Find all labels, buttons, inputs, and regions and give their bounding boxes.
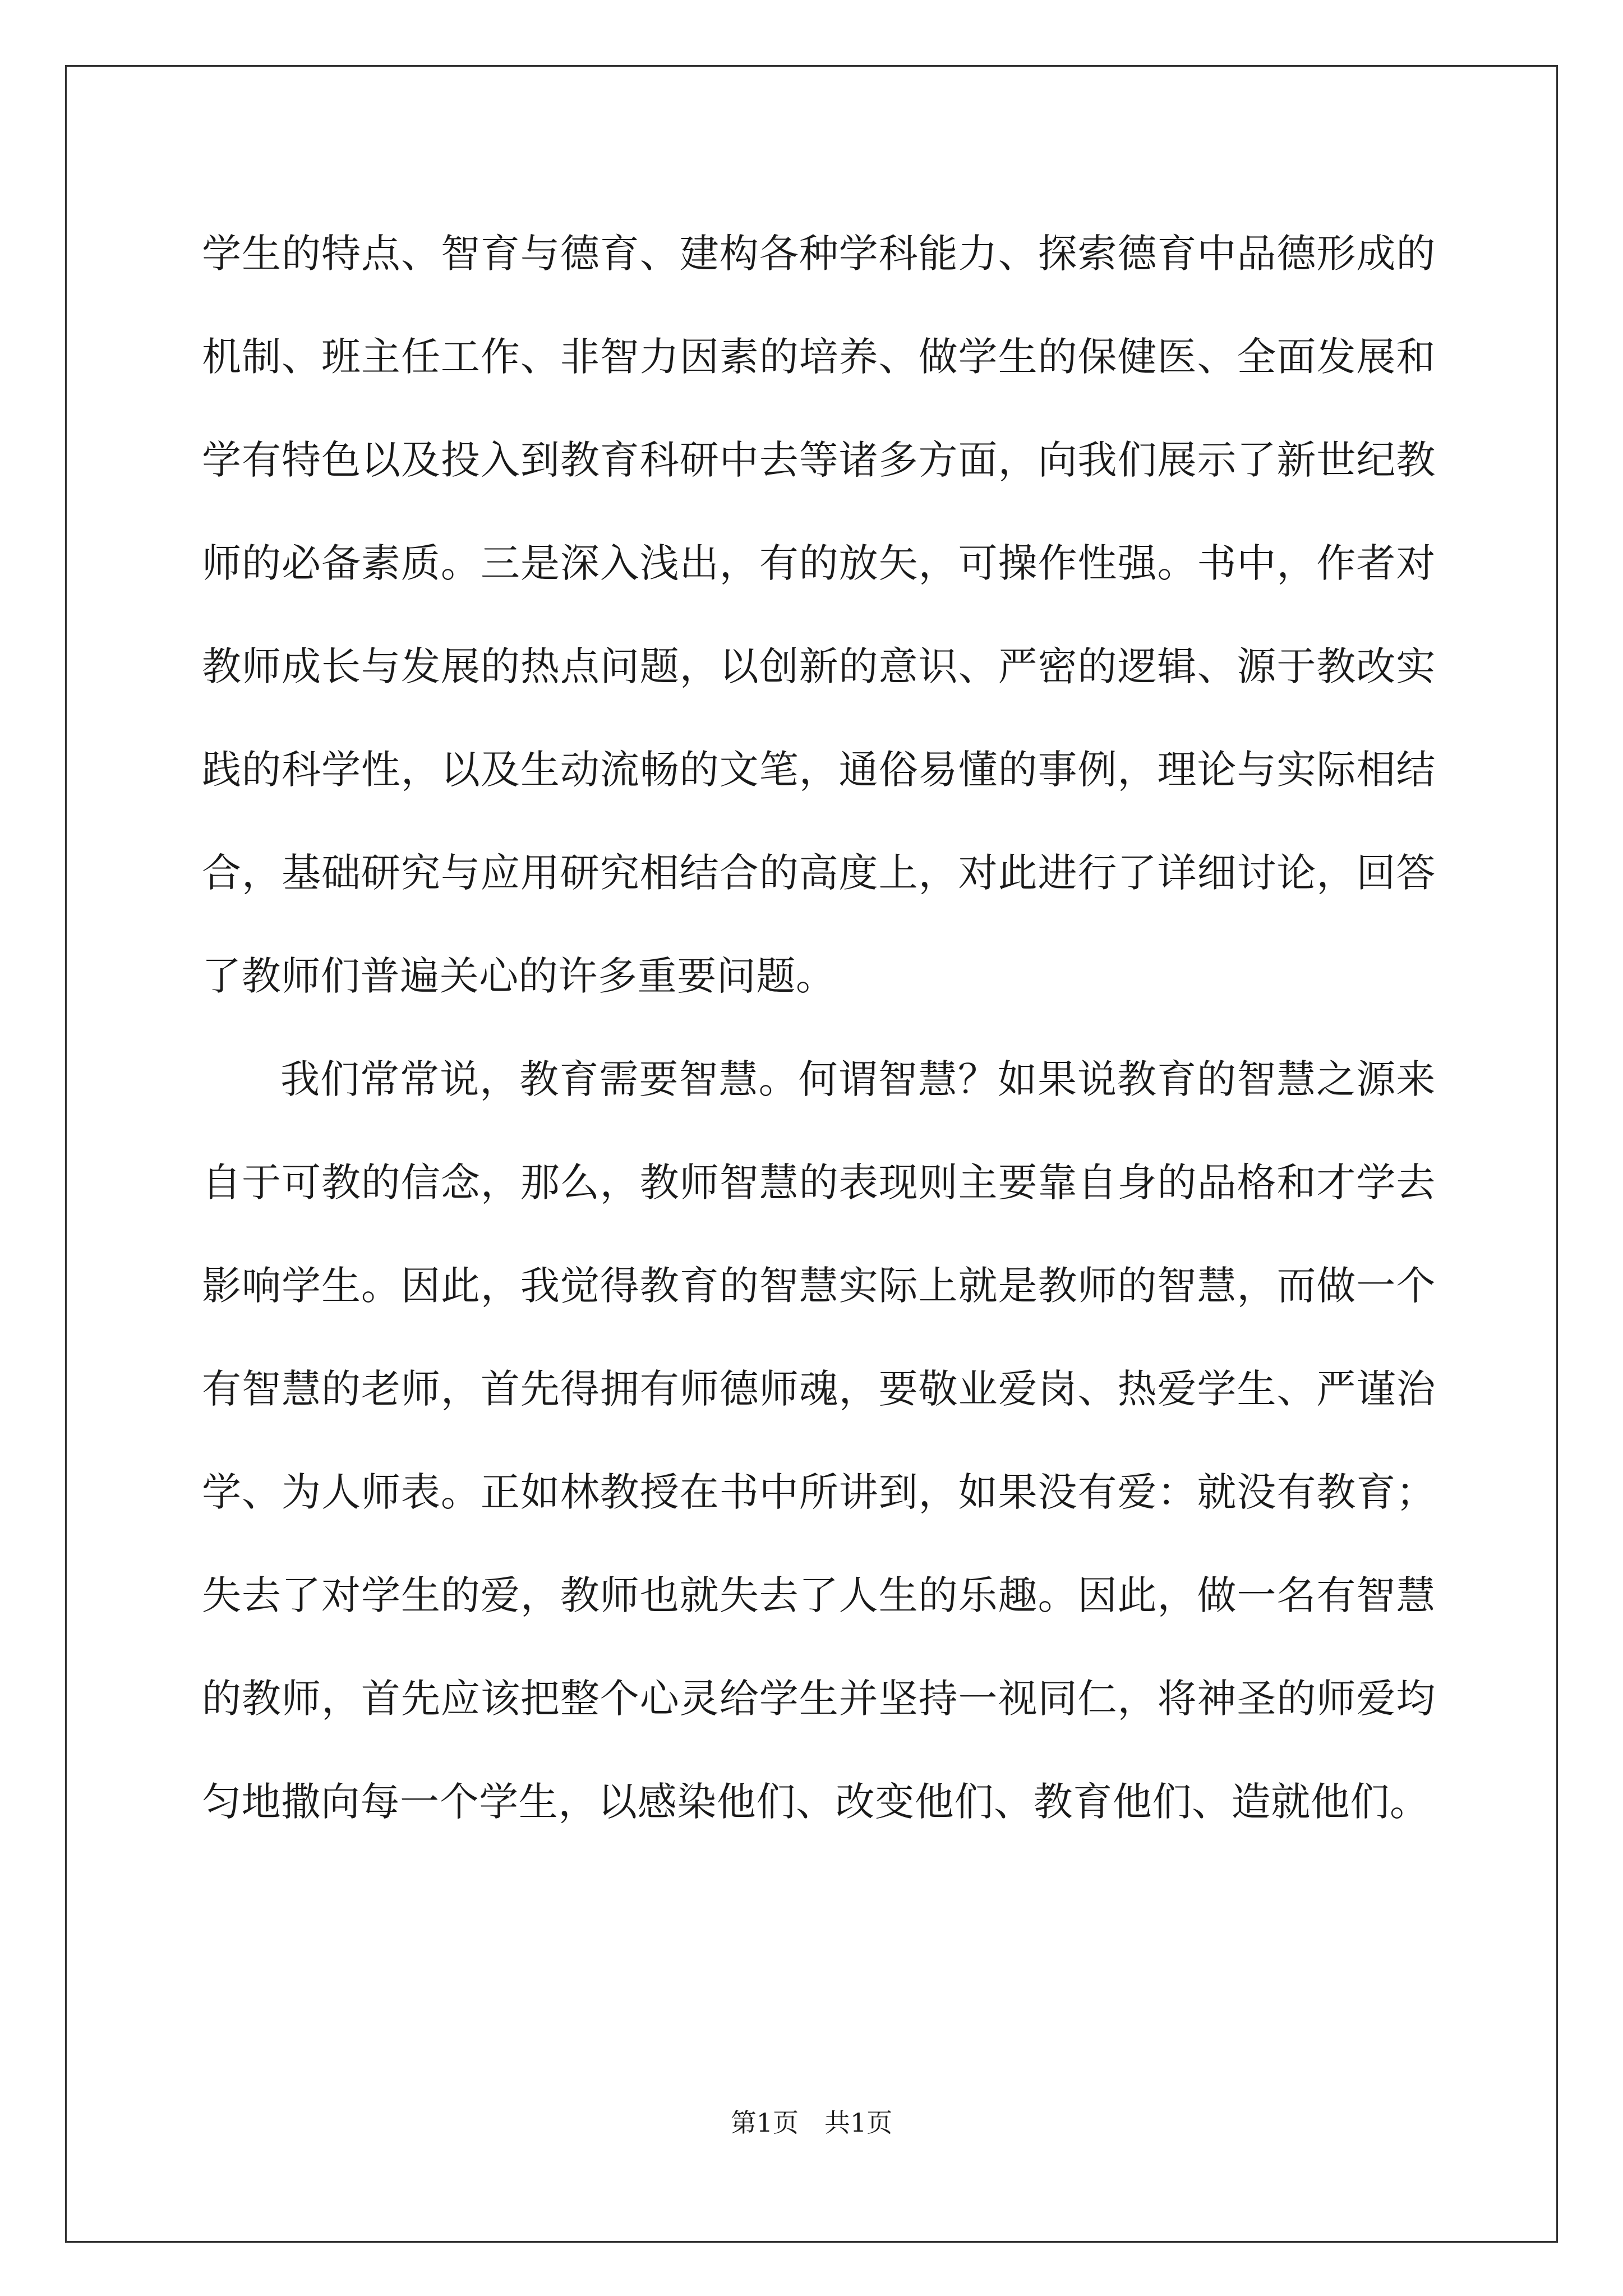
paragraph-2: 我们常常说，教育需要智慧。何谓智慧？如果说教育的智慧之源来自于可教的信念，那么，教师智慧的表现则主要靠自身的品格和才学去影响学生。因此，我觉得教育的智慧实际上就是教师的智慧，而做一个有智慧的老师，首先得拥有师德师魂，要敬业爱岗、热爱学生、严谨治学、为人师表。正如林教授在书中所讲到，如果没有爱：就没有教育；失去了对学生的爱，教师也就失去了人生的乐趣。因此，做一名有智慧的教师，首先应该把整个心灵给学生并坚持一视同仁，将神圣的师爱均匀地撒向每一个学生，以感染他们、改变他们、教育他们、造就他们。 (202, 1056, 1436, 1825)
paragraph-1: 学生的特点、智育与德育、建构各种学科能力、探索德育中品德形成的机制、班主任工作、非智力因素的培养、做学生的保健医、全面发展和学有特色以及投入到教育科研中去等诸多方面，向我们展示了新世纪教师的必备素质。三是深入浅出，有的放矢，可操作性强。书中，作者对教师成长与发展的热点问题，以创新的意识、严密的逻辑、源于教改实践的科学性，以及生动流畅的文笔，通俗易懂的事例，理论与实际相结合，基础研究与应用研究相结合的高度上，对此进行了详细讨论，回答了教师们普遍关心的许多重要问题。 (202, 231, 1436, 999)
document-body (202, 202, 1436, 1853)
page-number-footer: 第1页 共1页 (730, 2108, 893, 2138)
